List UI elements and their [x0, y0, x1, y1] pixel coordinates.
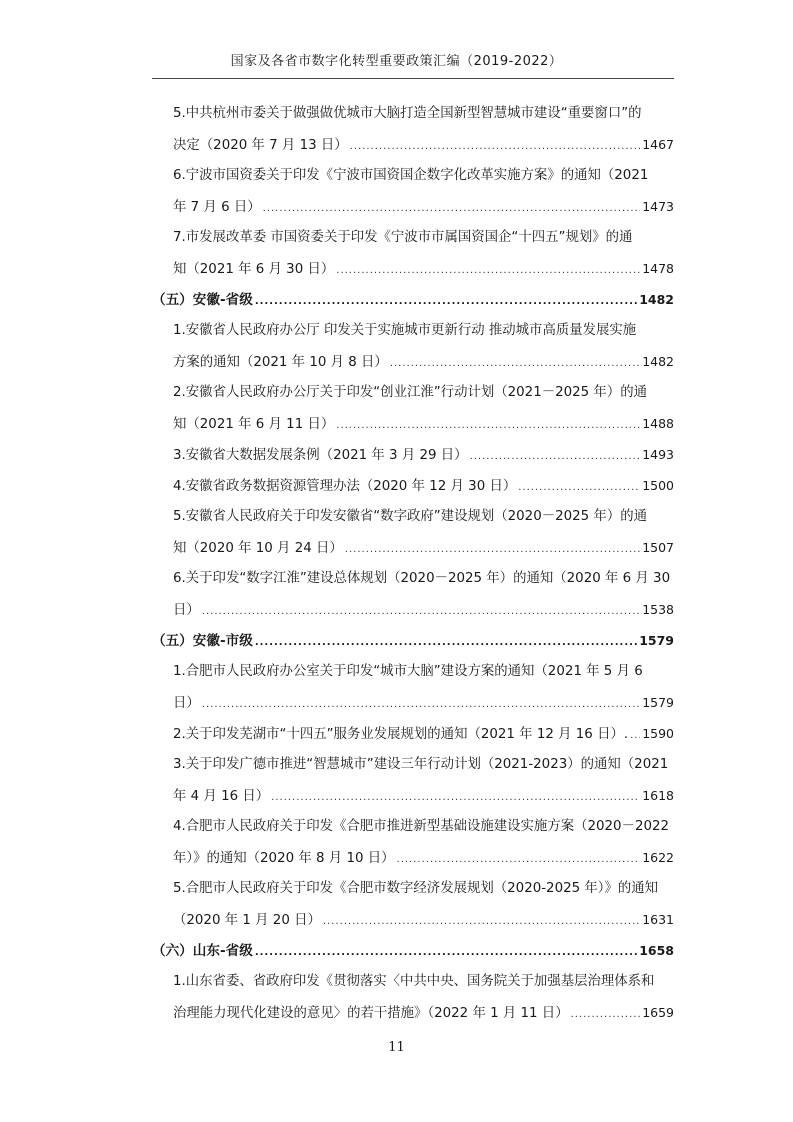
toc-entry-line — [152, 129, 674, 160]
toc-entry-line — [152, 594, 674, 625]
toc-page-number: 1658 — [639, 943, 674, 958]
dot-leader — [323, 906, 640, 935]
dot-leader — [470, 441, 641, 470]
toc-entry-text: 知（2021 年 6 月 11 日） — [173, 417, 335, 432]
toc-entry-line — [152, 315, 674, 346]
toc-entry-text: 4.合肥市人民政府关于印发《合肥市推进新型基础设施建设实施方案（2020－2022 — [173, 819, 670, 834]
running-header: 国家及各省市数字化转型重要政策汇编（2019-2022） — [230, 54, 563, 69]
toc-page-number: 1579 — [639, 633, 674, 648]
dot-leader — [271, 782, 640, 811]
dot-leader — [350, 131, 641, 160]
dot-leader — [255, 286, 637, 315]
toc-entry-text: 治理能力现代化建设的意见〉的若干措施》（2022 年 1 月 11 日） — [173, 1006, 569, 1021]
toc-entry-text: （2020 年 1 月 20 日） — [173, 913, 321, 928]
toc-entry-line — [152, 811, 674, 842]
toc-page-number: 1482 — [639, 292, 674, 307]
toc-entry-line — [152, 873, 674, 904]
toc-entry-line — [152, 253, 674, 284]
toc-entry-text: 6.宁波市国资委关于印发《宁波市国资国企数字化改革实施方案》的通知（2021 — [173, 168, 649, 183]
toc-entry-text: 2.安徽省人民政府办公厅关于印发“创业江淮”行动计划（2021－2025 年）的通 — [173, 385, 647, 400]
toc-page-number: 1507 — [642, 540, 674, 555]
toc-entry-line — [152, 408, 674, 439]
toc-entry-line — [152, 191, 674, 222]
toc-entry-line — [152, 780, 674, 811]
toc-entry-text: 日） — [173, 603, 200, 618]
toc-entry-line — [152, 501, 674, 532]
dot-leader — [263, 193, 641, 222]
toc-entry-text: 年 7 月 6 日） — [173, 200, 261, 215]
dot-leader — [390, 348, 640, 377]
toc-page-number: 1488 — [642, 416, 674, 431]
dot-leader — [336, 255, 640, 284]
toc-entry-text: 7.市发展改革委 市国资委关于印发《宁波市市属国资国企“十四五”规划》的通 — [173, 230, 633, 245]
toc-entry-text: 知（2020 年 10 月 24 日） — [173, 541, 343, 556]
toc-entry-text: 6.关于印发“数字江淮”建设总体规划（2020－2025 年）的通知（2020 年 6 月 30 — [173, 571, 671, 586]
toc-entry-line — [152, 687, 674, 718]
toc-entry-line — [152, 656, 674, 687]
toc-entry-text: 4.安徽省政务数据资源管理办法（2020 年 12 月 30 日） — [173, 479, 517, 494]
toc-entry-text: 2.关于印发芜湖市“十四五”服务业发展规划的通知（2021 年 12 月 16 日）. — [173, 727, 629, 742]
toc-entry-line — [152, 966, 674, 997]
toc-entry-text: 方案的通知（2021 年 10 月 8 日） — [173, 355, 388, 370]
toc-entry-text: （六）山东-省级 — [152, 943, 253, 959]
toc-entry-line — [152, 470, 674, 501]
toc-page-number: 1659 — [642, 1005, 674, 1020]
toc-entry-line — [152, 222, 674, 253]
toc-page-number: 1631 — [642, 912, 674, 927]
toc-page-number: 1538 — [642, 602, 674, 617]
toc-page-number: 1618 — [642, 788, 674, 803]
toc-entry-line — [152, 532, 674, 563]
header-rule — [152, 78, 674, 79]
dot-leader — [571, 999, 641, 1028]
toc-entry-text: 年）》的通知（2020 年 8 月 10 日） — [173, 851, 395, 866]
toc-entry-line — [152, 346, 674, 377]
toc-page-number: 1579 — [642, 695, 674, 710]
toc-entry-text: 1.安徽省人民政府办公厅 印发关于实施城市更新行动 推动城市高质量发展实施 — [173, 323, 637, 338]
toc-page-number: 1500 — [642, 478, 674, 493]
dot-leader — [255, 627, 637, 656]
table-of-contents — [152, 98, 674, 1028]
toc-entry-text: 日） — [173, 696, 200, 711]
toc-section-heading — [152, 284, 674, 315]
toc-entry-line — [152, 439, 674, 470]
toc-entry-line — [152, 160, 674, 191]
dot-leader — [630, 720, 640, 749]
toc-entry-text: 5.中共杭州市委关于做强做优城市大脑打造全国新型智慧城市建设“重要窗口”的 — [173, 106, 642, 121]
toc-entry-text: （五）安徽-市级 — [152, 633, 253, 649]
dot-leader — [397, 844, 641, 873]
toc-entry-line — [152, 377, 674, 408]
toc-entry-text: 3.关于印发广德市推进“智慧城市”建设三年行动计划（2021-2023）的通知（2021 — [173, 757, 669, 772]
dot-leader — [336, 410, 640, 439]
toc-entry-line — [152, 98, 674, 129]
toc-entry-text: （五）安徽-省级 — [152, 292, 253, 308]
toc-page-number: 1482 — [642, 354, 674, 369]
dot-leader — [345, 534, 640, 563]
page-number: 11 — [388, 1040, 405, 1055]
dot-leader — [202, 689, 640, 718]
toc-section-heading — [152, 935, 674, 966]
toc-entry-line — [152, 563, 674, 594]
toc-page-number: 1622 — [642, 850, 674, 865]
toc-entry-text: 1.山东省委、省政府印发《贯彻落实〈中共中央、国务院关于加强基层治理体系和 — [173, 974, 655, 989]
toc-entry-line — [152, 997, 674, 1028]
toc-entry-text: 5.安徽省人民政府关于印发安徽省“数字政府”建设规划（2020－2025 年）的通 — [173, 509, 647, 524]
toc-entry-line — [152, 904, 674, 935]
toc-entry-text: 3.安徽省大数据发展条例（2021 年 3 月 29 日） — [173, 448, 468, 463]
toc-entry-text: 决定（2020 年 7 月 13 日） — [173, 138, 348, 153]
toc-page-number: 1473 — [642, 199, 674, 214]
toc-page-number: 1478 — [642, 261, 674, 276]
toc-entry-line — [152, 842, 674, 873]
toc-entry-line — [152, 749, 674, 780]
toc-page-number: 1467 — [642, 137, 674, 152]
toc-page-number: 1590 — [642, 726, 674, 741]
dot-leader — [518, 472, 640, 501]
toc-section-heading — [152, 625, 674, 656]
toc-entry-text: 年 4 月 16 日） — [173, 789, 270, 804]
toc-entry-text: 知（2021 年 6 月 30 日） — [173, 262, 335, 277]
toc-entry-text: 5.合肥市人民政府关于印发《合肥市数字经济发展规划（2020-2025 年）》的通知 — [173, 881, 659, 896]
toc-entry-text: 1.合肥市人民政府办公室关于印发“城市大脑”建设方案的通知（2021 年 5 月 6 — [173, 664, 643, 679]
toc-entry-line — [152, 718, 674, 749]
toc-page-number: 1493 — [642, 447, 674, 462]
dot-leader — [255, 937, 637, 966]
dot-leader — [202, 596, 640, 625]
